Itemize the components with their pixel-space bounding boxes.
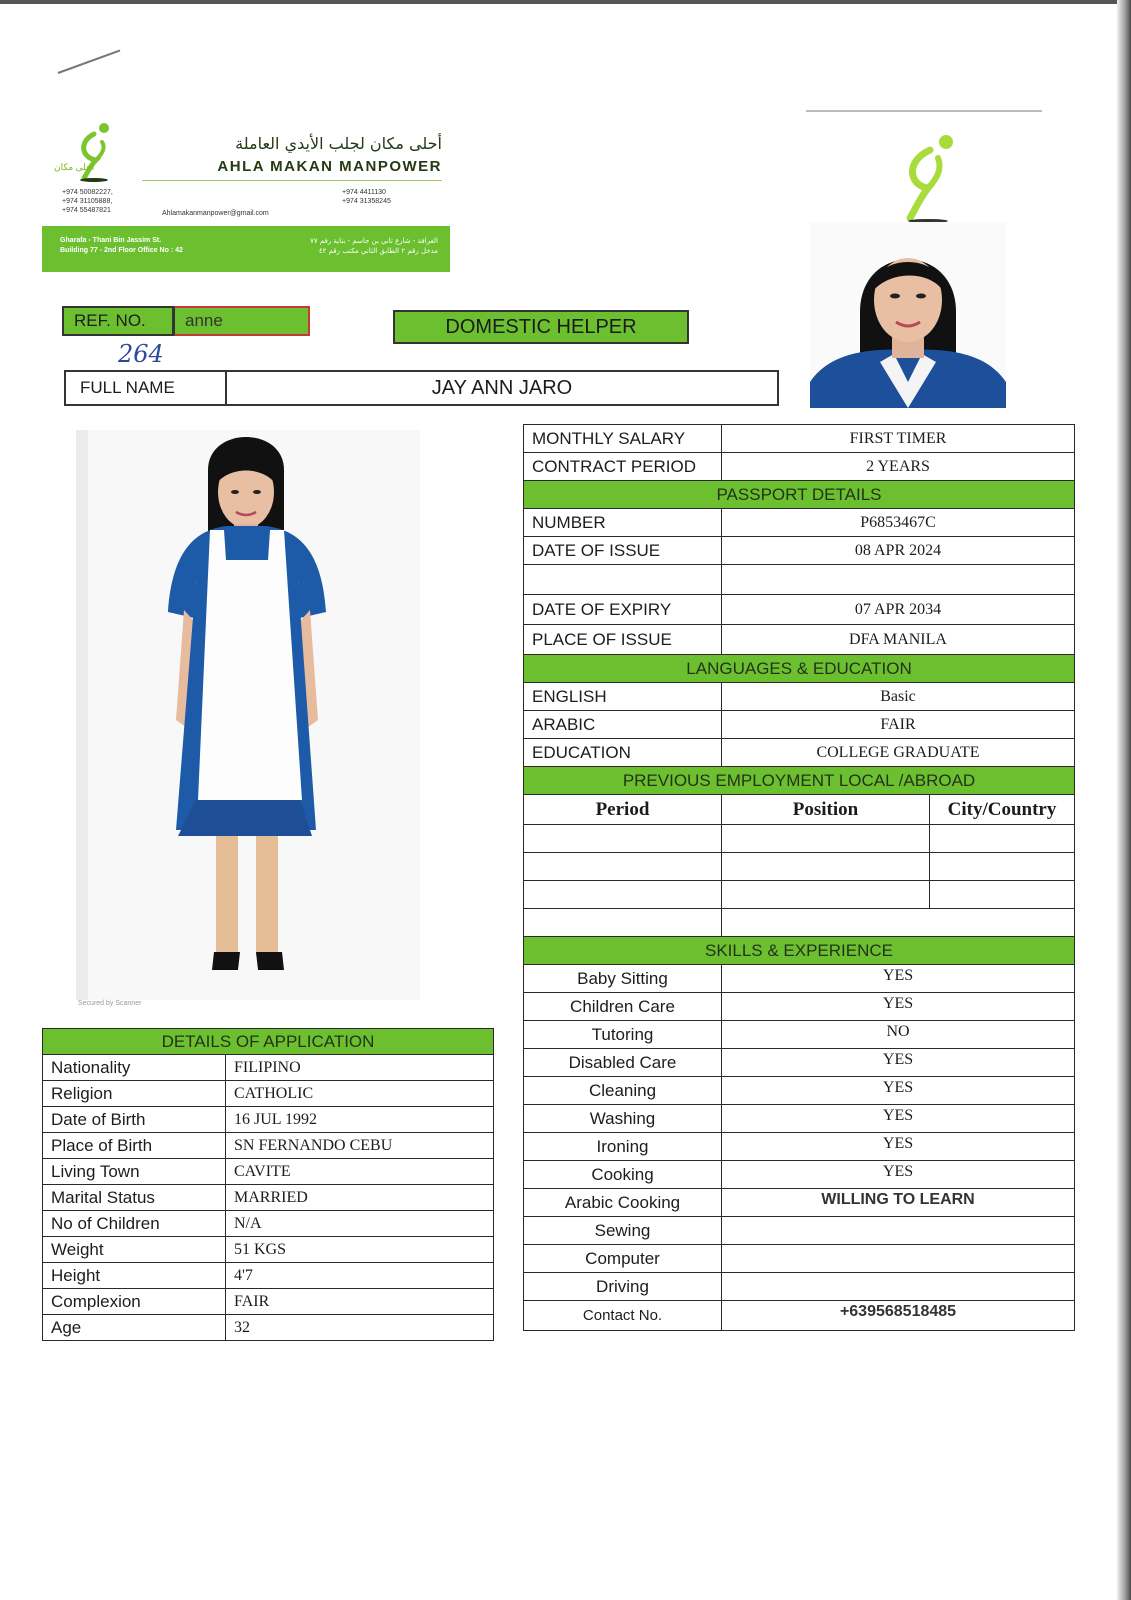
table-row: [43, 1081, 494, 1107]
english-value: Basic: [722, 683, 1075, 711]
address-english: [60, 236, 183, 256]
watermark-logo-icon: [894, 128, 964, 224]
weight-value: 51 KGS: [226, 1237, 494, 1263]
table-row: [524, 595, 1075, 625]
date-of-expiry-value: 07 APR 2034: [722, 595, 1075, 625]
table-row: [524, 1245, 1075, 1273]
table-row: [524, 909, 1075, 937]
company-header: [42, 110, 450, 272]
table-row: [524, 425, 1075, 453]
header-divider: [142, 180, 442, 181]
arabic-value: FAIR: [722, 711, 1075, 739]
address-ar-line-1: الغرافة - شارع ثاني بن جاسم - بناية رقم ٧٧: [310, 237, 438, 245]
sewing-value: [722, 1217, 1075, 1245]
empty-cell: [524, 881, 722, 909]
tutoring-value: NO: [722, 1021, 1075, 1049]
date-of-birth-label: Date of Birth: [43, 1107, 226, 1133]
complexion-value: FAIR: [226, 1289, 494, 1315]
date-of-expiry-label: DATE OF EXPIRY: [524, 595, 722, 625]
passport-section-title: PASSPORT DETAILS: [524, 481, 1075, 509]
table-row: [524, 509, 1075, 537]
age-label: Age: [43, 1315, 226, 1341]
ref-no-value: anne: [174, 306, 310, 336]
living-town-value: CAVITE: [226, 1159, 494, 1185]
religion-label: Religion: [43, 1081, 226, 1107]
phone-4: +974 4411130: [342, 189, 386, 196]
address-en-line-2: Building 77 - 2nd Floor Office No : 42: [60, 247, 183, 254]
place-of-birth-value: SN FERNANDO CEBU: [226, 1133, 494, 1159]
company-name-arabic: أحلى مكان لجلب الأيدي العاملة: [235, 134, 442, 153]
table-row: [524, 739, 1075, 767]
empty-cell: [524, 909, 722, 937]
table-row: [43, 1289, 494, 1315]
empty-cell: [930, 825, 1075, 853]
address-ar-line-2: مدخل رقم ٢ الطابق الثاني مكتب رقم ٤٢: [318, 247, 438, 255]
empty-cell: [930, 853, 1075, 881]
company-name-english: AHLA MAKAN MANPOWER: [217, 158, 442, 175]
passport-number-label: NUMBER: [524, 509, 722, 537]
logo-small-text: أحلى مكان: [54, 162, 95, 172]
empty-cell: [524, 853, 722, 881]
computer-value: [722, 1245, 1075, 1273]
table-row: [43, 1263, 494, 1289]
details-of-application-table: [42, 1028, 494, 1341]
position-header: Position: [722, 795, 930, 825]
empty-cell: [722, 909, 1075, 937]
monthly-salary-value: FIRST TIMER: [722, 425, 1075, 453]
height-label: Height: [43, 1263, 226, 1289]
contact-no-label: Contact No.: [524, 1301, 722, 1331]
complexion-label: Complexion: [43, 1289, 226, 1315]
phone-list-left: [62, 188, 113, 215]
address-arabic: [242, 236, 438, 256]
handwritten-ref-number: 264: [118, 340, 164, 368]
applicant-portrait: [810, 222, 1006, 408]
children-care-value: YES: [722, 993, 1075, 1021]
table-row: [524, 1105, 1075, 1133]
empty-cell: [524, 565, 722, 595]
empty-cell: [722, 565, 1075, 595]
table-row: [524, 825, 1075, 853]
address-en-line-1: Gharafa - Thani Bin Jassim St.: [60, 237, 162, 244]
monthly-salary-label: MONTHLY SALARY: [524, 425, 722, 453]
washing-value: YES: [722, 1105, 1075, 1133]
weight-label: Weight: [43, 1237, 226, 1263]
computer-label: Computer: [524, 1245, 722, 1273]
age-value: 32: [226, 1315, 494, 1341]
table-row: [524, 1077, 1075, 1105]
table-row: [43, 1237, 494, 1263]
table-row: [524, 853, 1075, 881]
table-row: [524, 453, 1075, 481]
scan-edge-right: [1117, 0, 1131, 1600]
washing-label: Washing: [524, 1105, 722, 1133]
table-row: [43, 1133, 494, 1159]
phone-list-right: [342, 188, 391, 206]
children-care-label: Children Care: [524, 993, 722, 1021]
table-row: [43, 1107, 494, 1133]
table-row: [524, 537, 1075, 565]
education-label: EDUCATION: [524, 739, 722, 767]
table-row: [524, 711, 1075, 739]
empty-cell: [524, 825, 722, 853]
contract-period-value: 2 YEARS: [722, 453, 1075, 481]
children-label: No of Children: [43, 1211, 226, 1237]
place-of-issue-value: DFA MANILA: [722, 625, 1075, 655]
phone-3: +974 55487821: [62, 207, 111, 214]
table-row: [43, 1211, 494, 1237]
table-row: [524, 1217, 1075, 1245]
table-row: [43, 1055, 494, 1081]
driving-value: [722, 1273, 1075, 1301]
driving-label: Driving: [524, 1273, 722, 1301]
full-name-value: JAY ANN JARO: [226, 370, 779, 406]
languages-section-title: LANGUAGES & EDUCATION: [524, 655, 1075, 683]
arabic-cooking-label: Arabic Cooking: [524, 1189, 722, 1217]
table-row: [43, 1159, 494, 1185]
arabic-label: ARABIC: [524, 711, 722, 739]
employment-details-table: [523, 424, 1075, 1331]
table-row: [524, 1133, 1075, 1161]
table-row: [524, 795, 1075, 825]
empty-cell: [722, 881, 930, 909]
table-row: [524, 965, 1075, 993]
ironing-label: Ironing: [524, 1133, 722, 1161]
date-of-birth-value: 16 JUL 1992: [226, 1107, 494, 1133]
previous-employment-section-title: PREVIOUS EMPLOYMENT LOCAL /ABROAD: [524, 767, 1075, 795]
passport-number-value: P6853467C: [722, 509, 1075, 537]
skills-section-title: SKILLS & EXPERIENCE: [524, 937, 1075, 965]
ref-no-label: REF. NO.: [62, 306, 174, 336]
full-name-label: FULL NAME: [64, 370, 227, 406]
table-row: [524, 1049, 1075, 1077]
cleaning-value: YES: [722, 1077, 1075, 1105]
staple-mark: [58, 49, 121, 73]
date-of-issue-label: DATE OF ISSUE: [524, 537, 722, 565]
period-header: Period: [524, 795, 722, 825]
place-of-birth-label: Place of Birth: [43, 1133, 226, 1159]
children-value: N/A: [226, 1211, 494, 1237]
table-row: [524, 1189, 1075, 1217]
phone-2: +974 31105888,: [62, 198, 113, 205]
city-country-header: City/Country: [930, 795, 1075, 825]
nationality-label: Nationality: [43, 1055, 226, 1081]
company-email: Ahlamakanmanpower@gmail.com: [162, 210, 269, 217]
empty-cell: [722, 825, 930, 853]
table-row: [524, 1161, 1075, 1189]
contract-period-label: CONTRACT PERIOD: [524, 453, 722, 481]
contact-no-value: +639568518485: [722, 1301, 1075, 1331]
phone-5: +974 31358245: [342, 198, 391, 205]
cleaning-label: Cleaning: [524, 1077, 722, 1105]
table-row: [524, 993, 1075, 1021]
table-row: [43, 1315, 494, 1341]
marital-status-label: Marital Status: [43, 1185, 226, 1211]
table-row: [524, 1301, 1075, 1331]
nationality-value: FILIPINO: [226, 1055, 494, 1081]
table-row: [43, 1185, 494, 1211]
baby-sitting-label: Baby Sitting: [524, 965, 722, 993]
religion-value: CATHOLIC: [226, 1081, 494, 1107]
marital-status-value: MARRIED: [226, 1185, 494, 1211]
baby-sitting-value: YES: [722, 965, 1075, 993]
position-title: DOMESTIC HELPER: [393, 310, 689, 344]
photo-frame-line: [806, 110, 1042, 112]
tutoring-label: Tutoring: [524, 1021, 722, 1049]
photo-caption: Secured by Scanner: [78, 1000, 142, 1007]
ironing-value: YES: [722, 1133, 1075, 1161]
table-row: [524, 683, 1075, 711]
english-label: ENGLISH: [524, 683, 722, 711]
sewing-label: Sewing: [524, 1217, 722, 1245]
table-row: [524, 625, 1075, 655]
empty-cell: [930, 881, 1075, 909]
table-row: [524, 881, 1075, 909]
table-row: [524, 1021, 1075, 1049]
applicant-full-body-photo: [76, 430, 420, 1000]
empty-cell: [722, 853, 930, 881]
details-section-title: DETAILS OF APPLICATION: [43, 1029, 494, 1055]
table-row: [524, 1273, 1075, 1301]
cooking-value: YES: [722, 1161, 1075, 1189]
phone-1: +974 50082227,: [62, 189, 113, 196]
photo-shadow-edge: [76, 430, 88, 1000]
disabled-care-value: YES: [722, 1049, 1075, 1077]
living-town-label: Living Town: [43, 1159, 226, 1185]
place-of-issue-label: PLACE OF ISSUE: [524, 625, 722, 655]
scan-edge-top: [0, 0, 1131, 4]
date-of-issue-value: 08 APR 2024: [722, 537, 1075, 565]
cooking-label: Cooking: [524, 1161, 722, 1189]
education-value: COLLEGE GRADUATE: [722, 739, 1075, 767]
arabic-cooking-value: WILLING TO LEARN: [722, 1189, 1075, 1217]
table-row: [524, 565, 1075, 595]
height-value: 4'7: [226, 1263, 494, 1289]
disabled-care-label: Disabled Care: [524, 1049, 722, 1077]
